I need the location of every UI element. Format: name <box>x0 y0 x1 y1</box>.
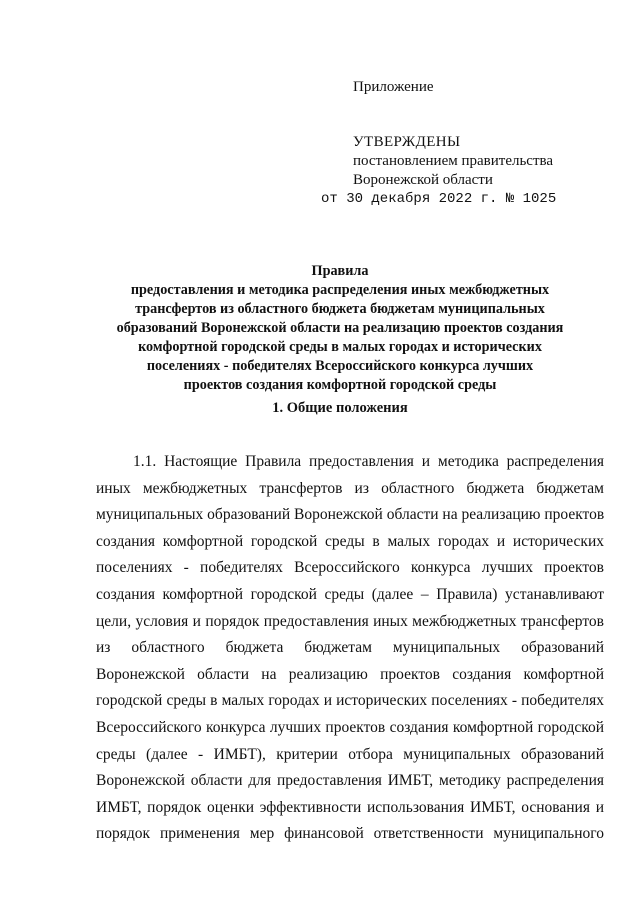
body-line: городской среды в малых городах и исторических поселениях - победителях <box>96 692 604 710</box>
body-line: цели, условия и порядок предоставления иных межбюджетных трансфертов <box>96 612 604 630</box>
annex-label: Приложение <box>353 79 434 95</box>
body-line: создания комфортной городской среды в малых городах и исторических <box>96 532 604 550</box>
title-line: трансфертов из областного бюджета бюджетам муниципальных <box>135 301 545 317</box>
body-line: создания комфортной городской среды (далее – Правила) устанавливают <box>96 585 604 603</box>
approval-block <box>321 78 613 209</box>
body-line: Всероссийского конкурса лучших проектов создания комфортной городской <box>96 718 604 736</box>
body-line: поселениях - победителях Всероссийского конкурса лучших проектов <box>96 559 604 577</box>
body-paragraph <box>96 449 604 848</box>
body-line: среды (далее - ИМБТ), критерии отбора муниципальных образований <box>96 745 604 763</box>
title-line: образований Воронежской области на реализацию проектов создания <box>116 320 564 336</box>
title-line: поселениях - победителях Всероссийского конкурса лучших <box>146 358 534 374</box>
body-line: 1.1. Настоящие Правила предоставления и методика распределения <box>133 453 604 470</box>
approved-label: УТВЕРЖДЕНЫ <box>353 134 461 150</box>
approval-line-1: постановлением правительства <box>353 153 554 169</box>
approval-line-2: Воронежской области <box>353 172 493 188</box>
section-heading: 1. Общие положения <box>272 400 408 416</box>
title-line: проектов создания комфортной городской среды <box>183 377 497 393</box>
body-line: Воронежской области для предоставления ИМБТ, методику распределения <box>96 772 604 790</box>
approval-date-number: от 30 декабря 2022 г. № 1025 <box>321 191 557 207</box>
body-line: порядок применения мер финансовой ответственности муниципального <box>96 825 604 843</box>
title-main: Правила <box>311 263 369 279</box>
body-line: ИМБТ, порядок оценки эффективности использования ИМБТ, основания и <box>96 798 604 816</box>
title-line: комфортной городской среды в малых городах и исторических <box>138 339 542 355</box>
body-line: иных межбюджетных трансфертов из областного бюджета бюджетам <box>96 479 604 497</box>
document-title <box>100 262 580 395</box>
title-line: предоставления и методика распределения иных межбюджетных <box>130 282 550 298</box>
body-line: из областного бюджета бюджетам муниципальных образований <box>96 639 604 657</box>
body-line: Воронежской области на реализацию проектов создания комфортной <box>96 665 604 683</box>
body-line: муниципальных образований Воронежской области на реализацию проектов <box>96 506 605 524</box>
